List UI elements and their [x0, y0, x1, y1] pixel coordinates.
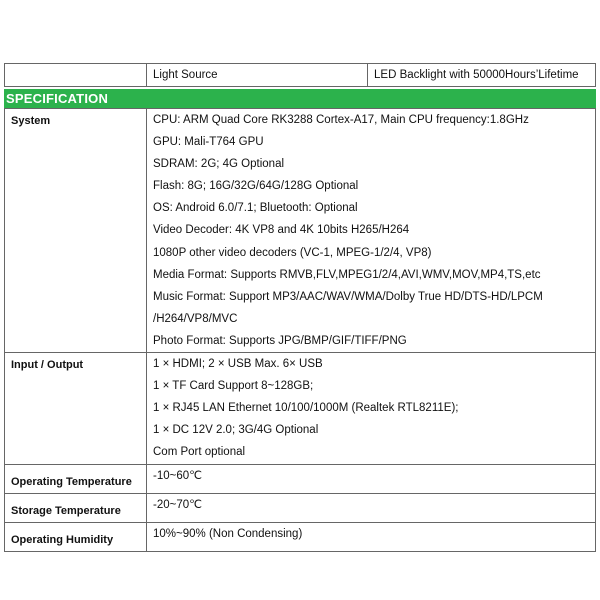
empty-cell — [5, 64, 147, 86]
row-values — [147, 353, 596, 464]
spec-table — [4, 108, 596, 552]
section-title: SPECIFICATION — [4, 89, 596, 108]
value-line: -10~60℃ — [153, 469, 203, 482]
value-line: 10%~90% (Non Condensing) — [153, 527, 303, 540]
row-label: Operating Temperature — [5, 464, 147, 493]
light-source-row — [4, 63, 596, 87]
spec-sheet — [4, 63, 596, 552]
row-values — [147, 464, 596, 493]
value-line: 1 × DC 12V 2.0; 3G/4G Optional — [153, 424, 319, 437]
table-row — [5, 464, 596, 493]
value-line: -20~70℃ — [153, 498, 203, 511]
value-line: 1 × HDMI; 2 × USB Max. 6× USB — [153, 358, 323, 371]
value-line: SDRAM: 2G; 4G Optional — [153, 158, 285, 171]
table-row — [5, 353, 596, 464]
value-line: Com Port optional — [153, 446, 246, 459]
row-label: System — [5, 109, 147, 353]
value-line: 1080P other video decoders (VC-1, MPEG-1/2/4, VP8) — [153, 246, 432, 259]
light-source-value: LED Backlight with 50000Hours’Lifetime — [374, 69, 579, 81]
value-line: Media Format: Supports RMVB,FLV,MPEG1/2/4,AVI,WMV,MOV,MP4,TS,etc — [153, 268, 541, 281]
value-line: Video Decoder: 4K VP8 and 4K 10bits H265/H264 — [153, 224, 410, 237]
value-line: Photo Format: Supports JPG/BMP/GIF/TIFF/PNG — [153, 334, 407, 347]
table-row — [5, 522, 596, 551]
row-label: Storage Temperature — [5, 493, 147, 522]
value-line: OS: Android 6.0/7.1; Bluetooth: Optional — [153, 202, 358, 215]
row-values — [147, 109, 596, 353]
light-source-label: Light Source — [147, 64, 368, 86]
row-values — [147, 522, 596, 551]
row-label: Input / Output — [5, 353, 147, 464]
value-line: 1 × RJ45 LAN Ethernet 10/100/1000M (Realtek RTL8211E); — [153, 402, 459, 415]
row-values — [147, 493, 596, 522]
table-row — [5, 493, 596, 522]
row-label: Operating Humidity — [5, 522, 147, 551]
value-line: 1 × TF Card Support 8~128GB; — [153, 380, 314, 393]
value-line: Music Format: Support MP3/AAC/WAV/WMA/Dolby True HD/DTS-HD/LPCM — [153, 290, 543, 303]
value-line: /H264/VP8/MVC — [153, 312, 238, 325]
value-line: Flash: 8G; 16G/32G/64G/128G Optional — [153, 180, 359, 193]
value-line: GPU: Mali-T764 GPU — [153, 136, 264, 149]
table-row — [5, 109, 596, 353]
value-line: CPU: ARM Quad Core RK3288 Cortex-A17, Main CPU frequency:1.8GHz — [153, 114, 529, 126]
